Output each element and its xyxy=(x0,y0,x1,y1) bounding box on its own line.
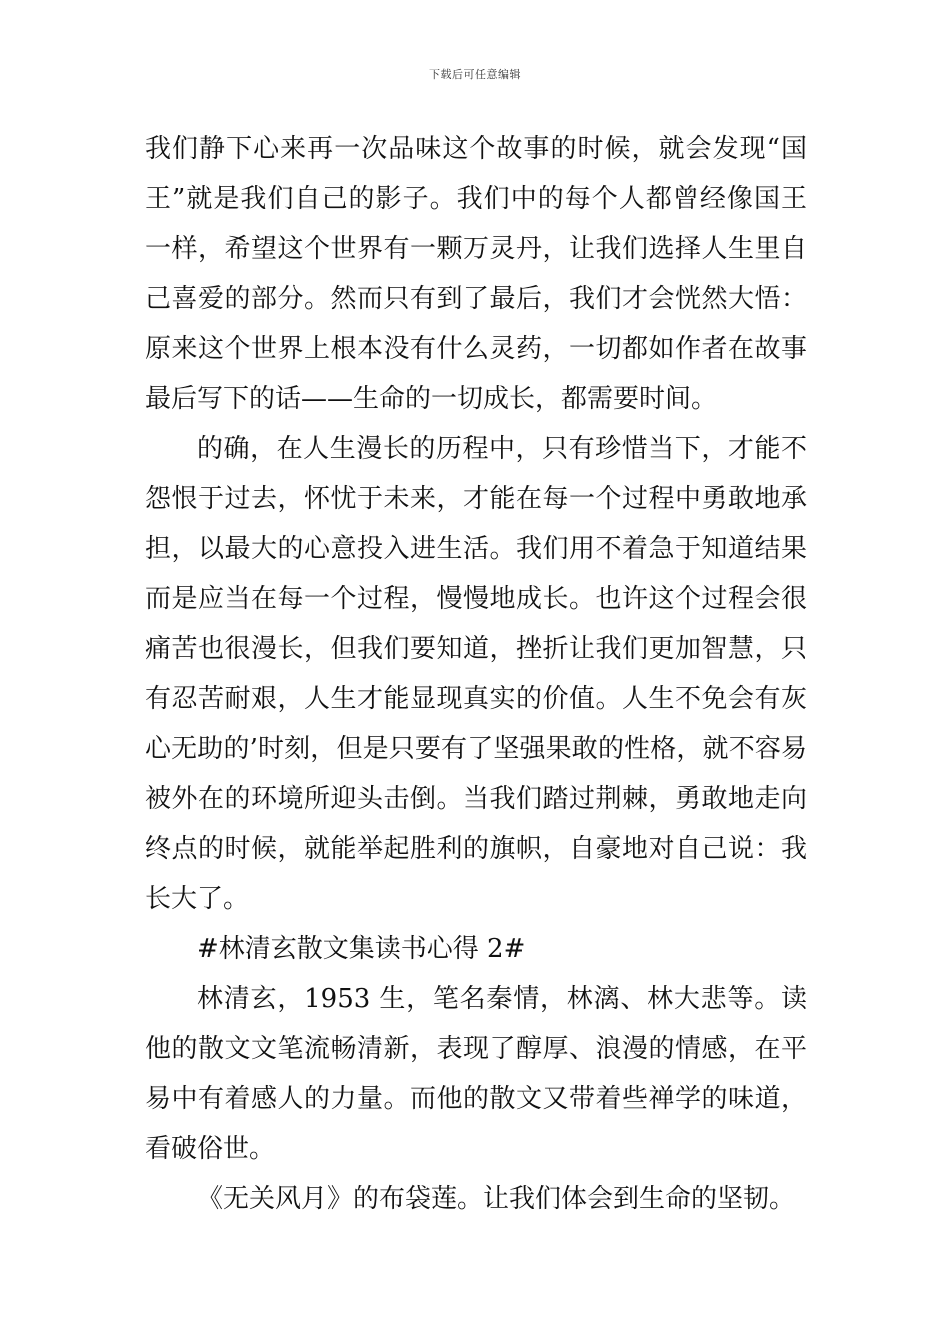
paragraph-story-reflection: 我们静下心来再一次品味这个故事的时候，就会发现“国王”就是我们自己的影子。我们中的每个人都曾经像国王一样，希望这个世界有一颗万灵丹，让我们选择人生里自己喜爱的部分。然而只有到了最后，我们才会恍然大悟：原来这个世界上根本没有什么灵药，一切都如作者在故事最后写下的话——生命的一切成长，都需要时间。 xyxy=(145,134,807,414)
section-heading: #林清玄散文集读书心得 2# xyxy=(197,934,526,964)
paragraph-water-hyacinth: 《无关风月》的布袋莲。让我们体会到生命的坚韧。 xyxy=(197,1184,796,1214)
header-note: 下载后可任意编辑 xyxy=(429,68,521,81)
paragraph-growth: 的确，在人生漫长的历程中，只有珍惜当下，才能不怨恨于过去，怀忧于未来，才能在每一个过程中勇敢地承担，以最大的心意投入进生活。我们用不着急于知道结果而是应当在每一个过程，慢慢地成长。也许这个过程会很痛苦也很漫长，但我们要知道，挫折让我们更加智慧，只有忍苦耐艰，人生才能显现真实的价值。人生不免会有灰心无助的’时刻，但是只要有了坚强果敢的性格，就不容易被外在的环境所迎头击倒。当我们踏过荆棘，勇敢地走向终点的时候，就能举起胜利的旗帜，自豪地对自己说：我长大了。 xyxy=(145,434,807,914)
document-body xyxy=(145,124,807,1224)
paragraph-author-intro: 林清玄，1953 生，笔名秦情，林漓、林大悲等。读他的散文文笔流畅清新，表现了醇厚、浪漫的情感，在平易中有着感人的力量。而他的散文又带着些禅学的味道，看破俗世。 xyxy=(145,984,807,1164)
